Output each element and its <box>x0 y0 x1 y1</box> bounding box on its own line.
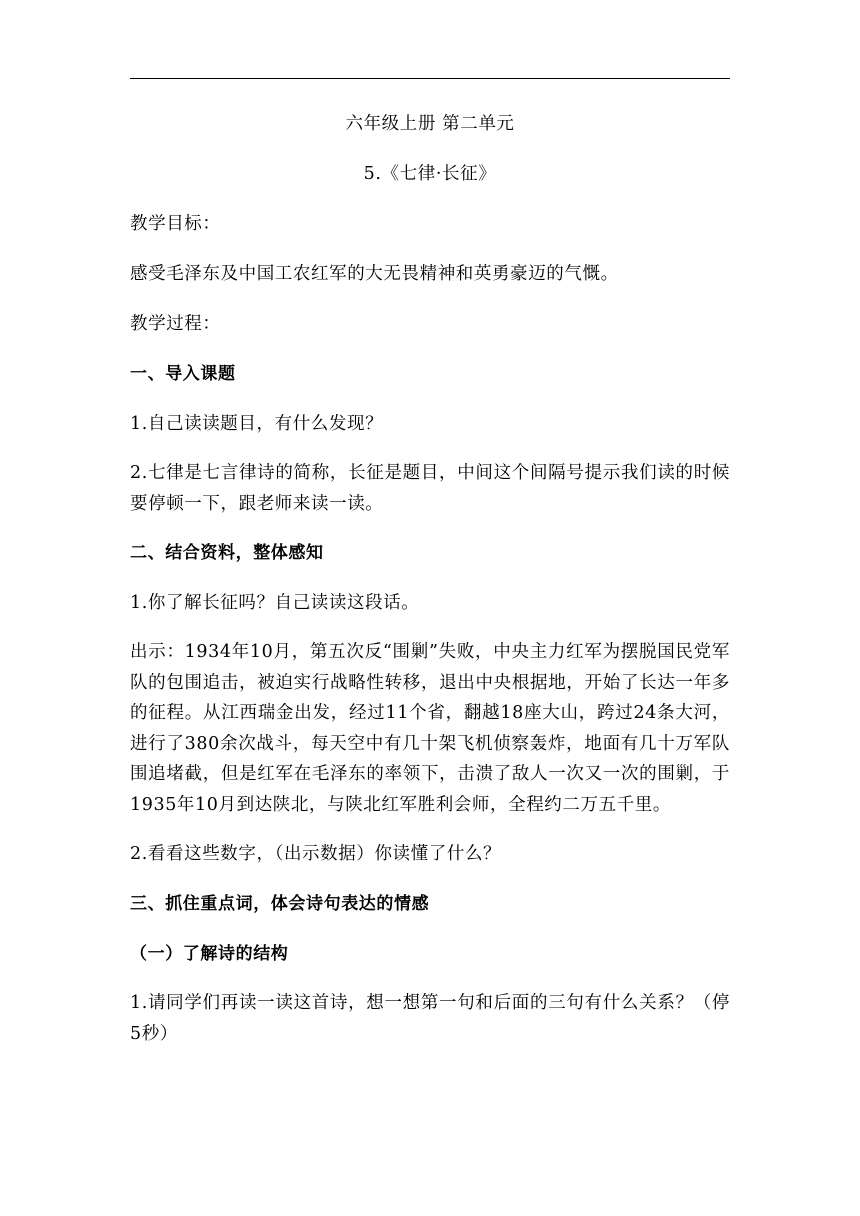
section1-heading: 一、导入课题 <box>130 364 236 384</box>
section1-item1: 1.自己读读题目，有什么发现？ <box>130 414 384 434</box>
lesson-title: 5.《七律·长征》 <box>363 164 497 184</box>
objective-heading: 教学目标： <box>130 214 221 234</box>
section1-item2: 2.七律是七言律诗的简称，长征是题目，中间这个间隔号提示我们读的时候要停顿一下，跟老师来读一读。 <box>130 463 730 514</box>
document-body <box>130 108 730 1067</box>
process-heading: 教学过程： <box>130 314 221 334</box>
section2-show-paragraph: 出示：1934年10月，第五次反“围剿”失败，中央主力红军为摆脱国民党军队的包围追击，被迫实行战略性转移，退出中央根据地，开始了长达一年多的征程。从江西瑞金出发，经过11个省，翻越18座大山，跨过24条大河，进行了380余次战斗，每天空中有几十架飞机侦察轰炸，地面有几十万军队围追堵截，但是红军在毛泽东的率领下，击溃了敌人一次又一次的围剿，于1935年10月到达陕北，与陕北红军胜利会师，全程约二万五千里。 <box>130 642 730 815</box>
objective-text: 感受毛泽东及中国工农红军的大无畏精神和英勇豪迈的气慨。 <box>130 264 619 284</box>
subsection1-heading: （一）了解诗的结构 <box>130 944 289 964</box>
section2-heading: 二、结合资料，整体感知 <box>130 543 324 563</box>
header-rule <box>130 78 730 79</box>
section2-item2: 2.看看这些数字，（出示数据）你读懂了什么？ <box>130 844 502 864</box>
subsection1-item1: 1.请同学们再读一读这首诗，想一想第一句和后面的三句有什么关系？（停5秒） <box>130 993 730 1044</box>
grade-unit-title: 六年级上册 第二单元 <box>345 114 515 134</box>
section2-item1: 1.你了解长征吗？自己读读这段话。 <box>130 593 420 613</box>
section3-heading: 三、抓住重点词，体会诗句表达的情感 <box>130 894 430 914</box>
